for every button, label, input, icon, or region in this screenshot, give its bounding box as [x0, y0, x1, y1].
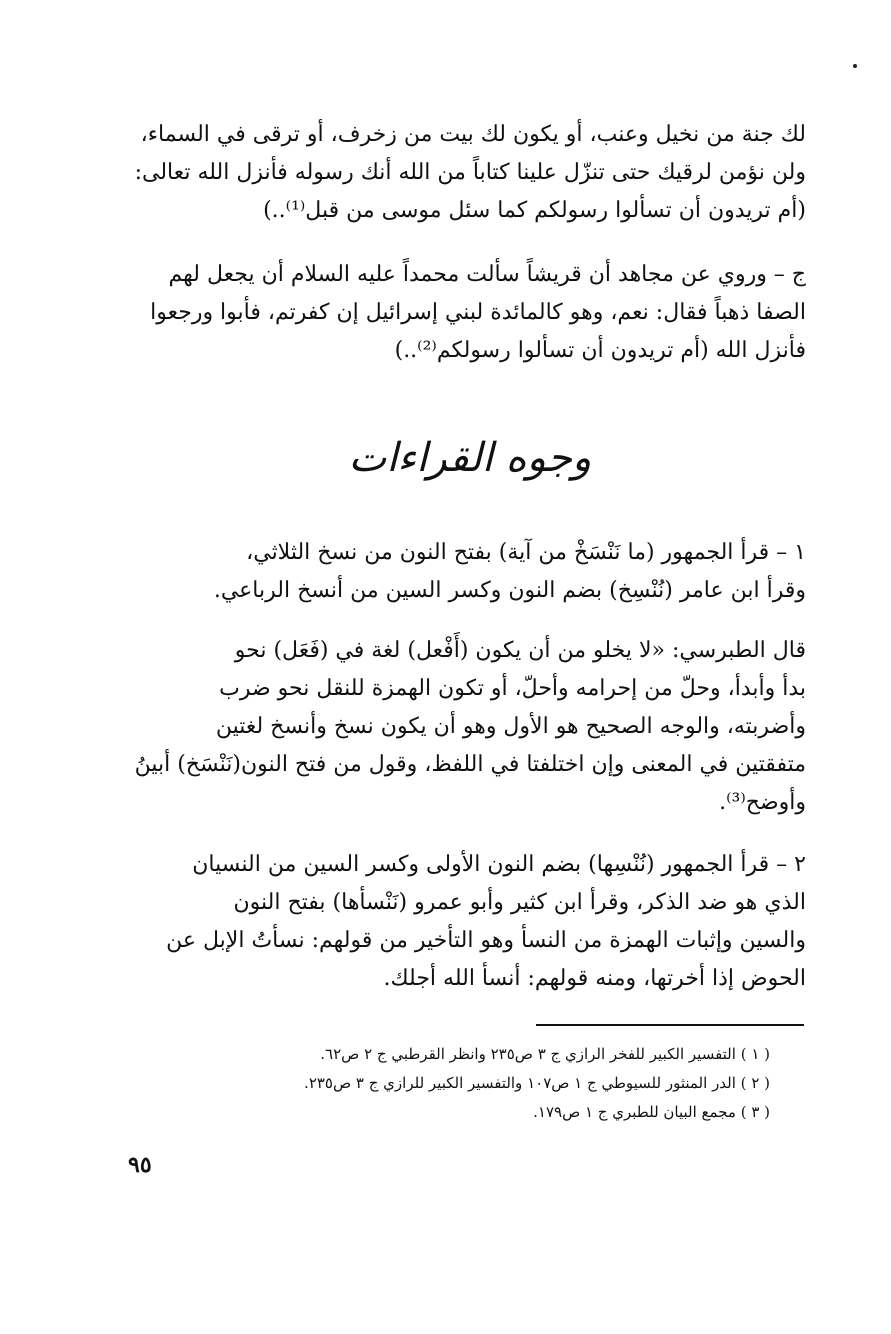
paragraph-tabarsi-quote — [134, 632, 806, 822]
text-line: والسين وإثبات الهمزة من النسأ وهو التأخير من قولهم: نسأتُ الإبل عن — [166, 928, 806, 953]
text-line: وأوضح⁽³⁾. — [719, 790, 806, 815]
paragraph-reading-one — [134, 534, 806, 610]
text-line: ج – وروي عن مجاهد أن قريشاً سألت محمداً عليه السلام أن يجعل لهم — [168, 262, 806, 287]
text-line: لك جنة من نخيل وعنب، أو يكون لك بيت من زخرف، أو ترقى في السماء، — [140, 122, 806, 147]
text-line: (أم تريدون أن تسألوا رسولكم كما سئل موسى من قبل⁽¹⁾..) — [263, 198, 806, 223]
text-line: ٢ – قرأ الجمهور (نُنْسِها) بضم النون الأولى وكسر السين من النسيان — [192, 852, 806, 877]
section-heading: وجوه القراءات — [348, 435, 592, 481]
text-line: فأنزل الله (أم تريدون أن تسألوا رسولكم⁽²⁾..) — [394, 338, 806, 363]
speck-mark — [853, 64, 857, 68]
footnote-item: ( ٣ ) مجمع البيان للطبري ج ١ ص١٧٩. — [533, 1103, 770, 1121]
page-number: ٩٥ — [128, 1152, 152, 1178]
paragraph-quran-request — [134, 116, 806, 230]
footnotes — [170, 1040, 770, 1127]
text-line: قال الطبرسي: «لا يخلو من أن يكون (أَفْعل) لغة في (فَعَل) نحو — [234, 638, 806, 663]
footnote-item: ( ٢ ) الدر المنثور للسيوطي ج ١ ص١٠٧ والتفسير الكبير للرازي ج ٣ ص٢٣٥. — [304, 1074, 770, 1092]
text-line: وأضربته، والوجه الصحيح هو الأول وهو أن يكون نسخ وأنسخ لغتين — [215, 714, 806, 739]
text-line: وقرأ ابن عامر (نُنْسِخ) بضم النون وكسر السين من أنسخ الرباعي. — [213, 578, 806, 603]
text-line: ١ – قرأ الجمهور (ما نَنْسَخْ من آية) بفتح النون من نسخ الثلاثي، — [246, 540, 806, 565]
text-line: الذي هو ضد الذكر، وقرأ ابن كثير وأبو عمرو (نَنْسأها) بفتح النون — [233, 890, 806, 915]
footnote-divider — [536, 1024, 804, 1026]
text-line: الحوض إذا أخرتها، ومنه قولهم: أنسأ الله أجلك. — [383, 966, 806, 991]
text-line: متفقتين في المعنى وإن اختلفتا في اللفظ، وقول من فتح النون(نَنْسَخ) أبينُ — [134, 752, 806, 777]
text-line: بدأ وأبدأ، وحلّ من إحرامه وأحلّ، أو تكون الهمزة للنقل نحو ضرب — [219, 676, 806, 701]
paragraph-mujahid-narration — [134, 256, 806, 370]
text-line: ولن نؤمن لرقيك حتى تنزّل علينا كتاباً من الله أنك رسوله فأنزل الله تعالى: — [134, 160, 806, 185]
text-line: الصفا ذهباً فقال: نعم، وهو كالمائدة لبني إسرائيل إن كفرتم، فأبوا ورجعوا — [150, 300, 806, 325]
footnote-item: ( ١ ) التفسير الكبير للفخر الرازي ج ٣ ص٢٣٥ وانظر القرطبي ج ٢ ص٦٢. — [320, 1045, 770, 1063]
paragraph-reading-two — [134, 846, 806, 998]
